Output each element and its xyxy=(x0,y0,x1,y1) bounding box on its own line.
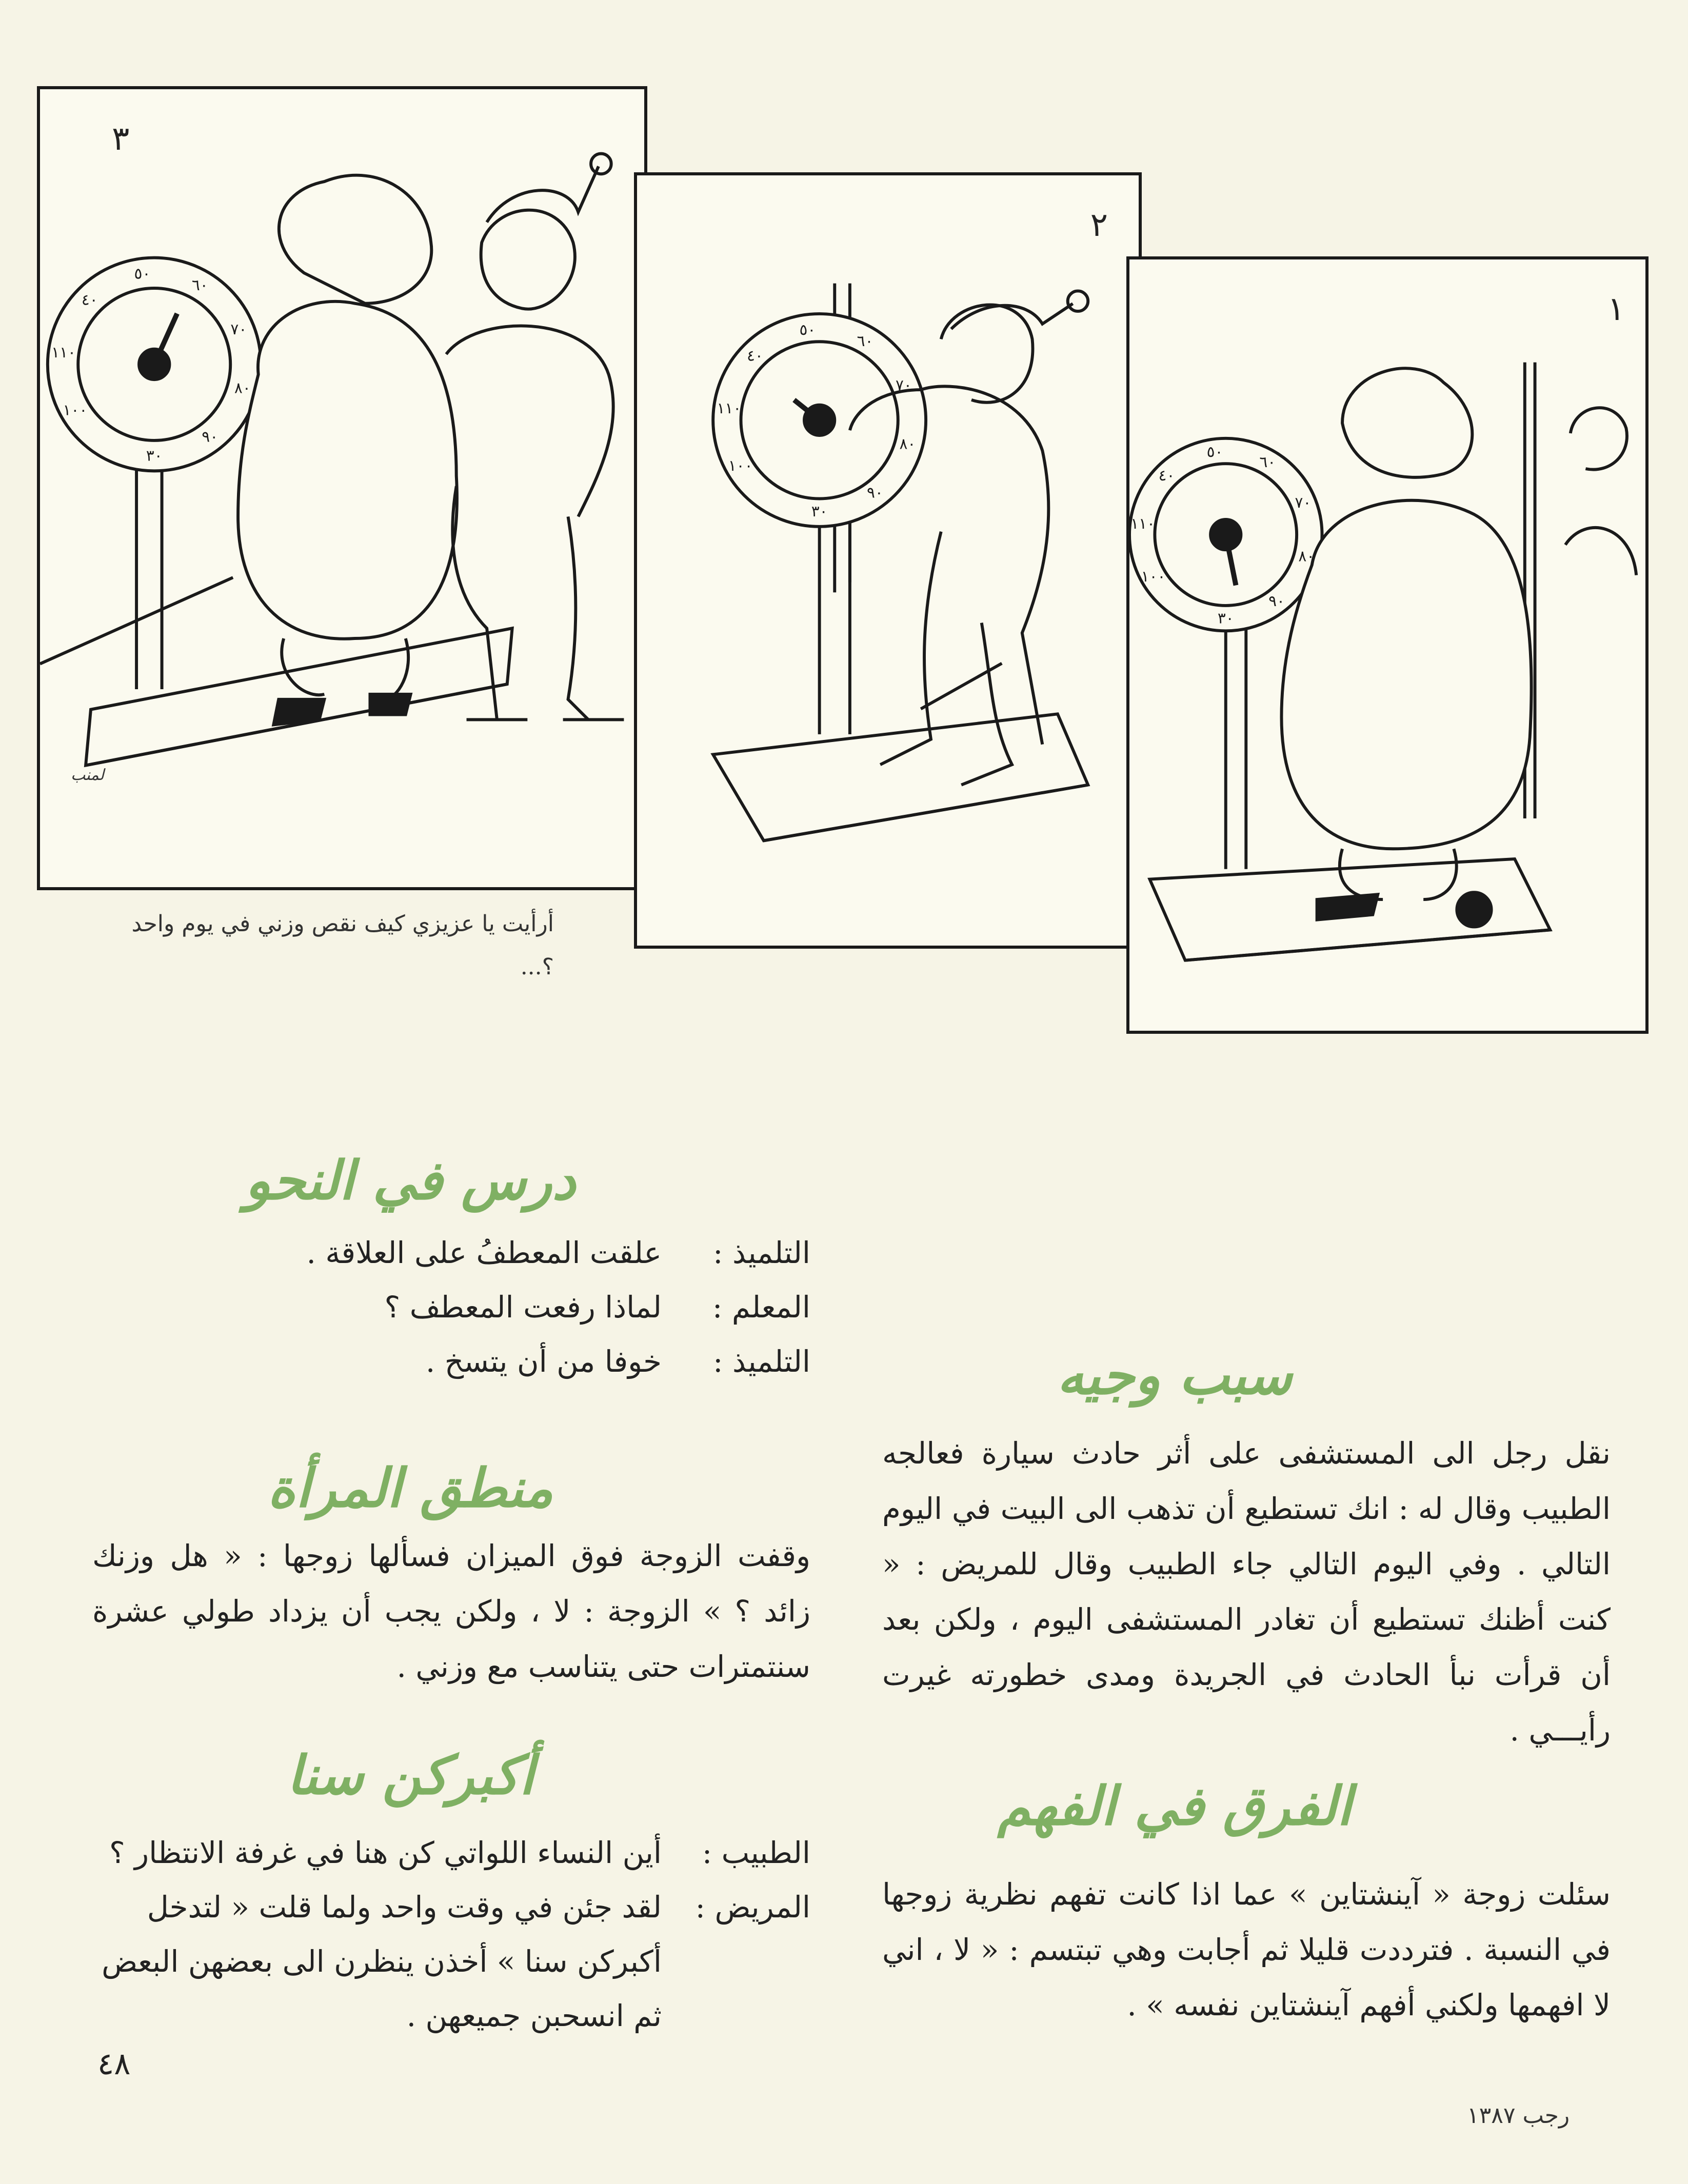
speaker: الطبيب : xyxy=(702,1835,810,1870)
article-reason-text: نقل رجل الى المستشفى على أثر حادث سيارة فعالجه الطبيب وقال له : انك تستطيع أن تذهب الى البيت في اليوم التالي . وفي اليوم التالي جاء الطبيب وقال للمريض : « كنت أظنك تستطيع أن تغادر المستشفى اليوم ، ولكن بعد أن قرأت نبأ الحادث في الجريدة ومدى خطورته غيرت رأيـــي . xyxy=(882,1436,1611,1748)
dial-number: ١٠٠ xyxy=(728,456,753,475)
line-text: لماذا رفعت المعطف ؟ xyxy=(384,1290,662,1325)
panel-number: ١ xyxy=(1607,290,1625,328)
dial-number: ٣٠ xyxy=(1217,609,1234,627)
page-number: ٤٨ xyxy=(97,2046,131,2082)
dial-number: ٣٠ xyxy=(811,502,828,520)
cartoon-drawing xyxy=(637,175,1139,946)
dial-number: ١١٠ xyxy=(717,399,742,417)
article-grammar-dialogue xyxy=(92,1226,810,1389)
article-eldest-dialogue xyxy=(92,1826,810,2043)
dial-number: ٨٠ xyxy=(899,434,916,453)
dial-number: ٨٠ xyxy=(1298,547,1315,565)
line-text: أين النساء اللواتي كن هنا في غرفة الانتظار ؟ xyxy=(109,1835,662,1870)
dial-number: ١١٠ xyxy=(1130,514,1155,533)
article-understanding-text: سئلت زوجة « آينشتاين » عما اذا كانت تفهم نظرية زوجها في النسبة . فترددت قليلا ثم أجابت وهي تبتسم : « لا ، اني لا افهمها ولكني أفهم آينشتاين نفسه » . xyxy=(882,1877,1611,2022)
dial-number: ٤٠ xyxy=(81,291,98,309)
dial-number: ٧٠ xyxy=(1295,493,1312,512)
dial-number: ٥٠ xyxy=(1206,442,1223,460)
line-text: خوفا من أن يتسخ . xyxy=(425,1344,662,1379)
dialogue-line xyxy=(92,1880,810,2043)
speaker: التلميذ : xyxy=(713,1344,810,1379)
dial-number: ٤٠ xyxy=(1158,466,1175,485)
line-text: علقت المعطفُ على العلاقة . xyxy=(306,1235,662,1270)
comic-panel-1 xyxy=(1126,256,1649,1034)
title-grammar: درس في النحو xyxy=(245,1149,576,1212)
dial-number: ٩٠ xyxy=(202,428,219,446)
article-woman-logic-text: وقفت الزوجة فوق الميزان فسألها زوجها : « هل وزنك زائد ؟ » الزوجة : لا ، ولكن يجب أن يزداد طولي عشرة سنتمترات حتى يتناسب مع وزني . xyxy=(92,1538,810,1684)
dial-number: ٩٠ xyxy=(866,483,883,502)
artist-signature: لمنب xyxy=(71,766,104,784)
title-woman-logic: منطق المرأة xyxy=(267,1456,553,1519)
title-understanding: الفرق في الفهم xyxy=(997,1774,1352,1837)
dial-number: ٦٠ xyxy=(191,276,208,295)
dialogue-line xyxy=(92,1334,810,1389)
dial-number: ٦٠ xyxy=(857,332,873,350)
dial-number: ٩٠ xyxy=(1268,591,1285,610)
dialogue-line xyxy=(92,1826,810,1880)
speaker: التلميذ : xyxy=(713,1235,810,1270)
title-eldest: أكبركن سنا xyxy=(286,1744,534,1807)
dial-number: ١٠٠ xyxy=(1141,567,1166,585)
dial-number: ٥٠ xyxy=(134,265,151,283)
dial-number: ٨٠ xyxy=(234,379,251,397)
dial-number: ٧٠ xyxy=(230,320,247,339)
line-text: لقد جئن في وقت واحد ولما قلت « لتدخل أكبركن سنا » أخذن ينظرن الى بعضهن البعض ثم انسحبن جميعهن . xyxy=(102,1890,662,2033)
dial-number: ٦٠ xyxy=(1259,453,1276,471)
comic-panel-3 xyxy=(37,86,647,890)
dial-number: ٧٠ xyxy=(896,376,912,394)
cartoon-drawing xyxy=(1129,259,1645,1031)
issue-date: رجب ١٣٨٧ xyxy=(1467,2102,1570,2129)
panel-number: ٢ xyxy=(1090,206,1108,244)
panel-number: ٣ xyxy=(112,120,130,158)
dial-number: ٤٠ xyxy=(746,346,763,365)
dial-number: ٥٠ xyxy=(799,320,816,338)
title-reason: سبب وجيه xyxy=(1057,1344,1293,1407)
speaker: المريض : xyxy=(695,1890,810,1925)
dialogue-line xyxy=(92,1226,810,1280)
comic-panel-2 xyxy=(634,172,1142,949)
speaker: المعلم : xyxy=(712,1290,810,1325)
dial-number: ١١٠ xyxy=(51,344,76,362)
dial-number: ١٠٠ xyxy=(63,401,88,419)
dial-number: ٣٠ xyxy=(146,447,163,465)
comic-caption: أرأيت يا عزيزي كيف نقص وزني في يوم واحد ؟... xyxy=(131,911,554,980)
dialogue-line xyxy=(92,1280,810,1334)
cartoon-drawing xyxy=(40,89,644,887)
